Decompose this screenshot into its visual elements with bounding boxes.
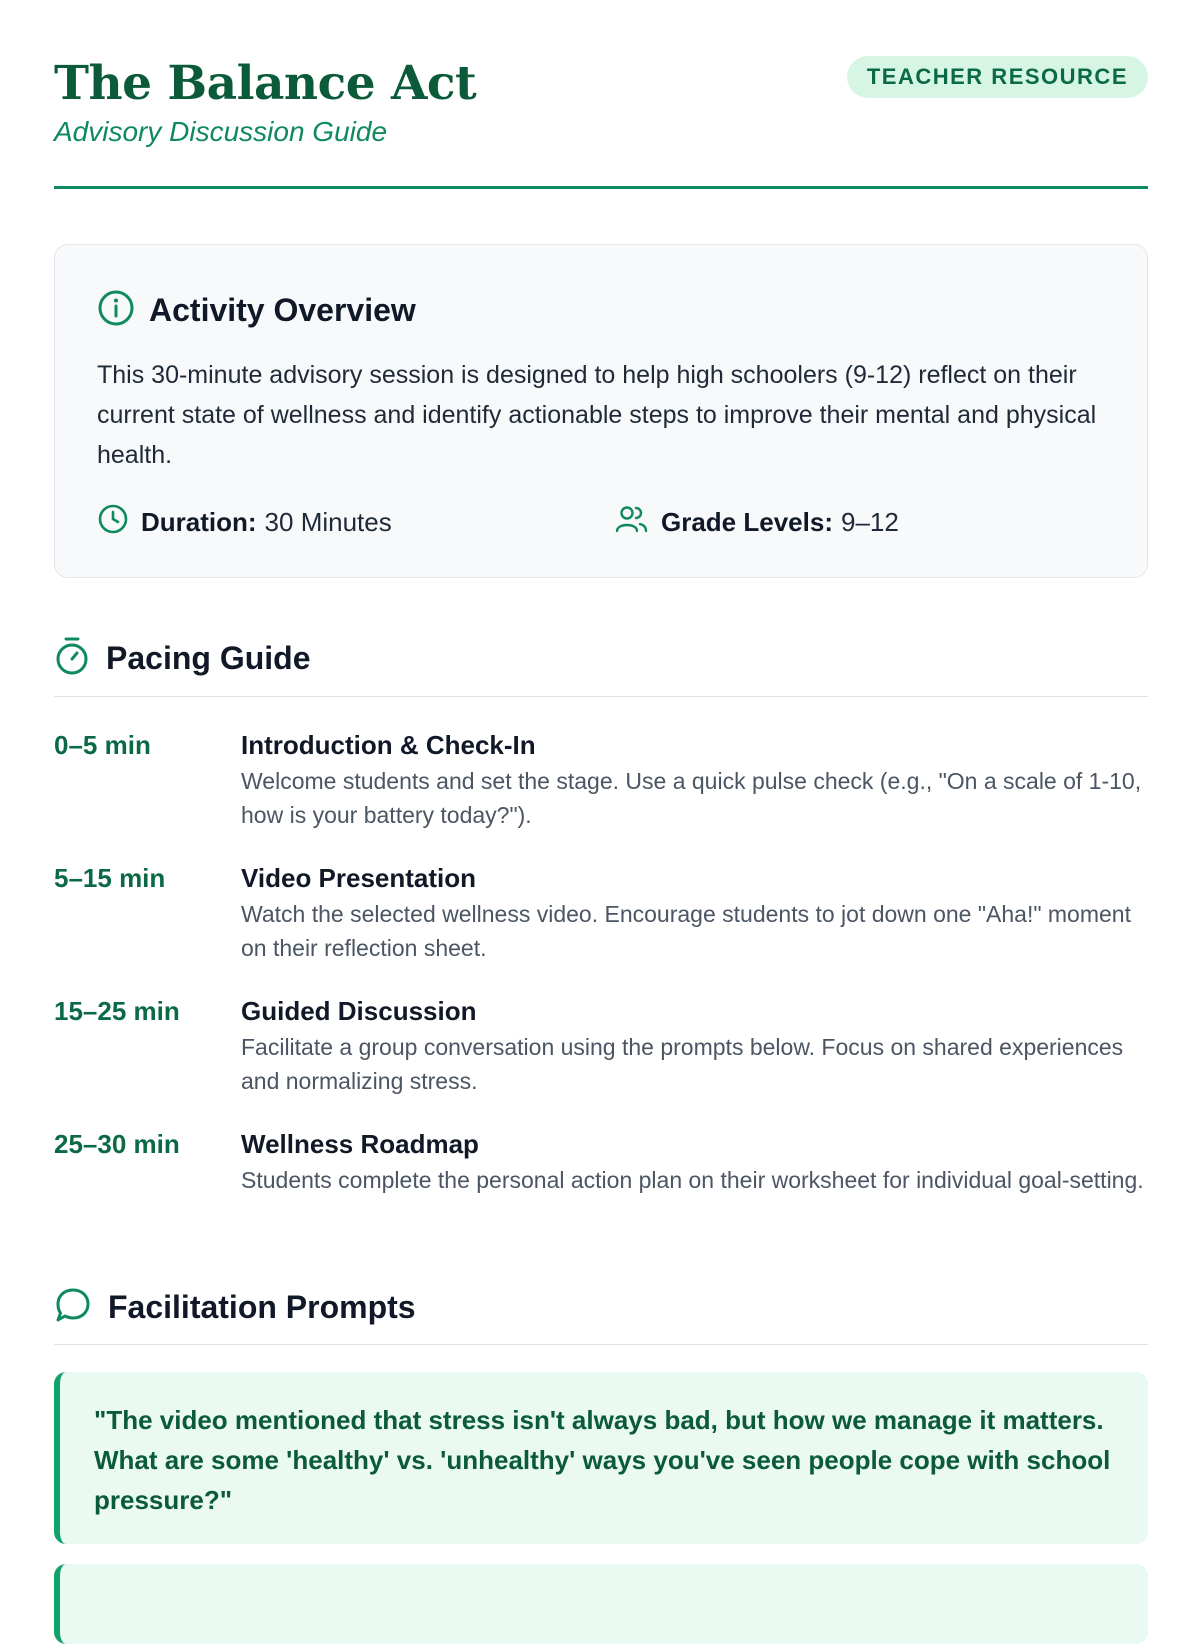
pacing-body xyxy=(241,730,1148,832)
pacing-divider xyxy=(54,696,1148,697)
chat-bubble-icon xyxy=(54,1286,92,1329)
page-subtitle: Advisory Discussion Guide xyxy=(54,116,388,147)
grade-levels-label: Grade Levels: xyxy=(661,507,833,537)
pacing-description: Welcome students and set the stage. Use a quick pulse check (e.g., "On a scale of 1-10, how is your battery today?"). xyxy=(241,768,1142,828)
info-icon xyxy=(97,289,135,332)
pacing-body xyxy=(241,863,1148,965)
teacher-resource-badge: TEACHER RESOURCE xyxy=(847,56,1148,98)
page-title: The Balance Act xyxy=(54,56,477,111)
header-divider xyxy=(54,186,1148,189)
pacing-time: 25–30 min xyxy=(54,1129,180,1159)
pacing-title: Wellness Roadmap xyxy=(241,1129,479,1159)
pacing-description: Facilitate a group conversation using the prompts below. Focus on shared experiences and normalizing stress. xyxy=(241,1034,1124,1094)
activity-overview-card xyxy=(54,244,1148,578)
page-header xyxy=(54,56,1148,148)
overview-description: This 30-minute advisory session is designed to help high schoolers (9-12) reflect on their current state of wellness and identify actionable steps to improve their mental and physical health. xyxy=(97,361,1097,469)
duration-label: Duration: xyxy=(141,507,257,537)
pacing-description: Students complete the personal action plan on their worksheet for individual goal-setting. xyxy=(241,1167,1144,1193)
pacing-description: Watch the selected wellness video. Encourage students to jot down one "Aha!" moment on their reflection sheet. xyxy=(241,901,1131,961)
pacing-title: Video Presentation xyxy=(241,863,477,893)
pacing-guide-heading-row xyxy=(54,636,310,681)
pacing-time: 0–5 min xyxy=(54,730,151,760)
grade-levels-meta xyxy=(615,503,899,542)
pacing-time: 15–25 min xyxy=(54,996,180,1026)
users-icon xyxy=(615,503,649,542)
facilitation-prompts-heading: Facilitation Prompts xyxy=(108,1289,416,1325)
duration-meta xyxy=(97,503,392,542)
overview-heading: Activity Overview xyxy=(149,292,416,328)
pacing-title: Introduction & Check-In xyxy=(241,730,536,760)
stopwatch-icon xyxy=(54,636,90,681)
clock-icon xyxy=(97,503,129,542)
pacing-time: 5–15 min xyxy=(54,863,166,893)
pacing-title: Guided Discussion xyxy=(241,996,477,1026)
pacing-guide-heading: Pacing Guide xyxy=(106,640,311,676)
grade-levels-value: 9–12 xyxy=(840,507,899,537)
duration-value: 30 Minutes xyxy=(264,507,392,537)
facilitation-prompts-heading-row xyxy=(54,1286,416,1329)
pacing-body xyxy=(241,996,1148,1098)
pacing-body xyxy=(241,1129,1148,1197)
facilitation-prompt-card: "The video mentioned that stress isn't always bad, but how we manage it matters. What are some 'healthy' vs. 'unhealthy' ways you've seen people cope with school pressure?" xyxy=(54,1372,1148,1544)
prompts-divider xyxy=(54,1344,1148,1345)
facilitation-prompt-card-partial xyxy=(54,1564,1148,1644)
overview-heading-row xyxy=(97,289,416,332)
